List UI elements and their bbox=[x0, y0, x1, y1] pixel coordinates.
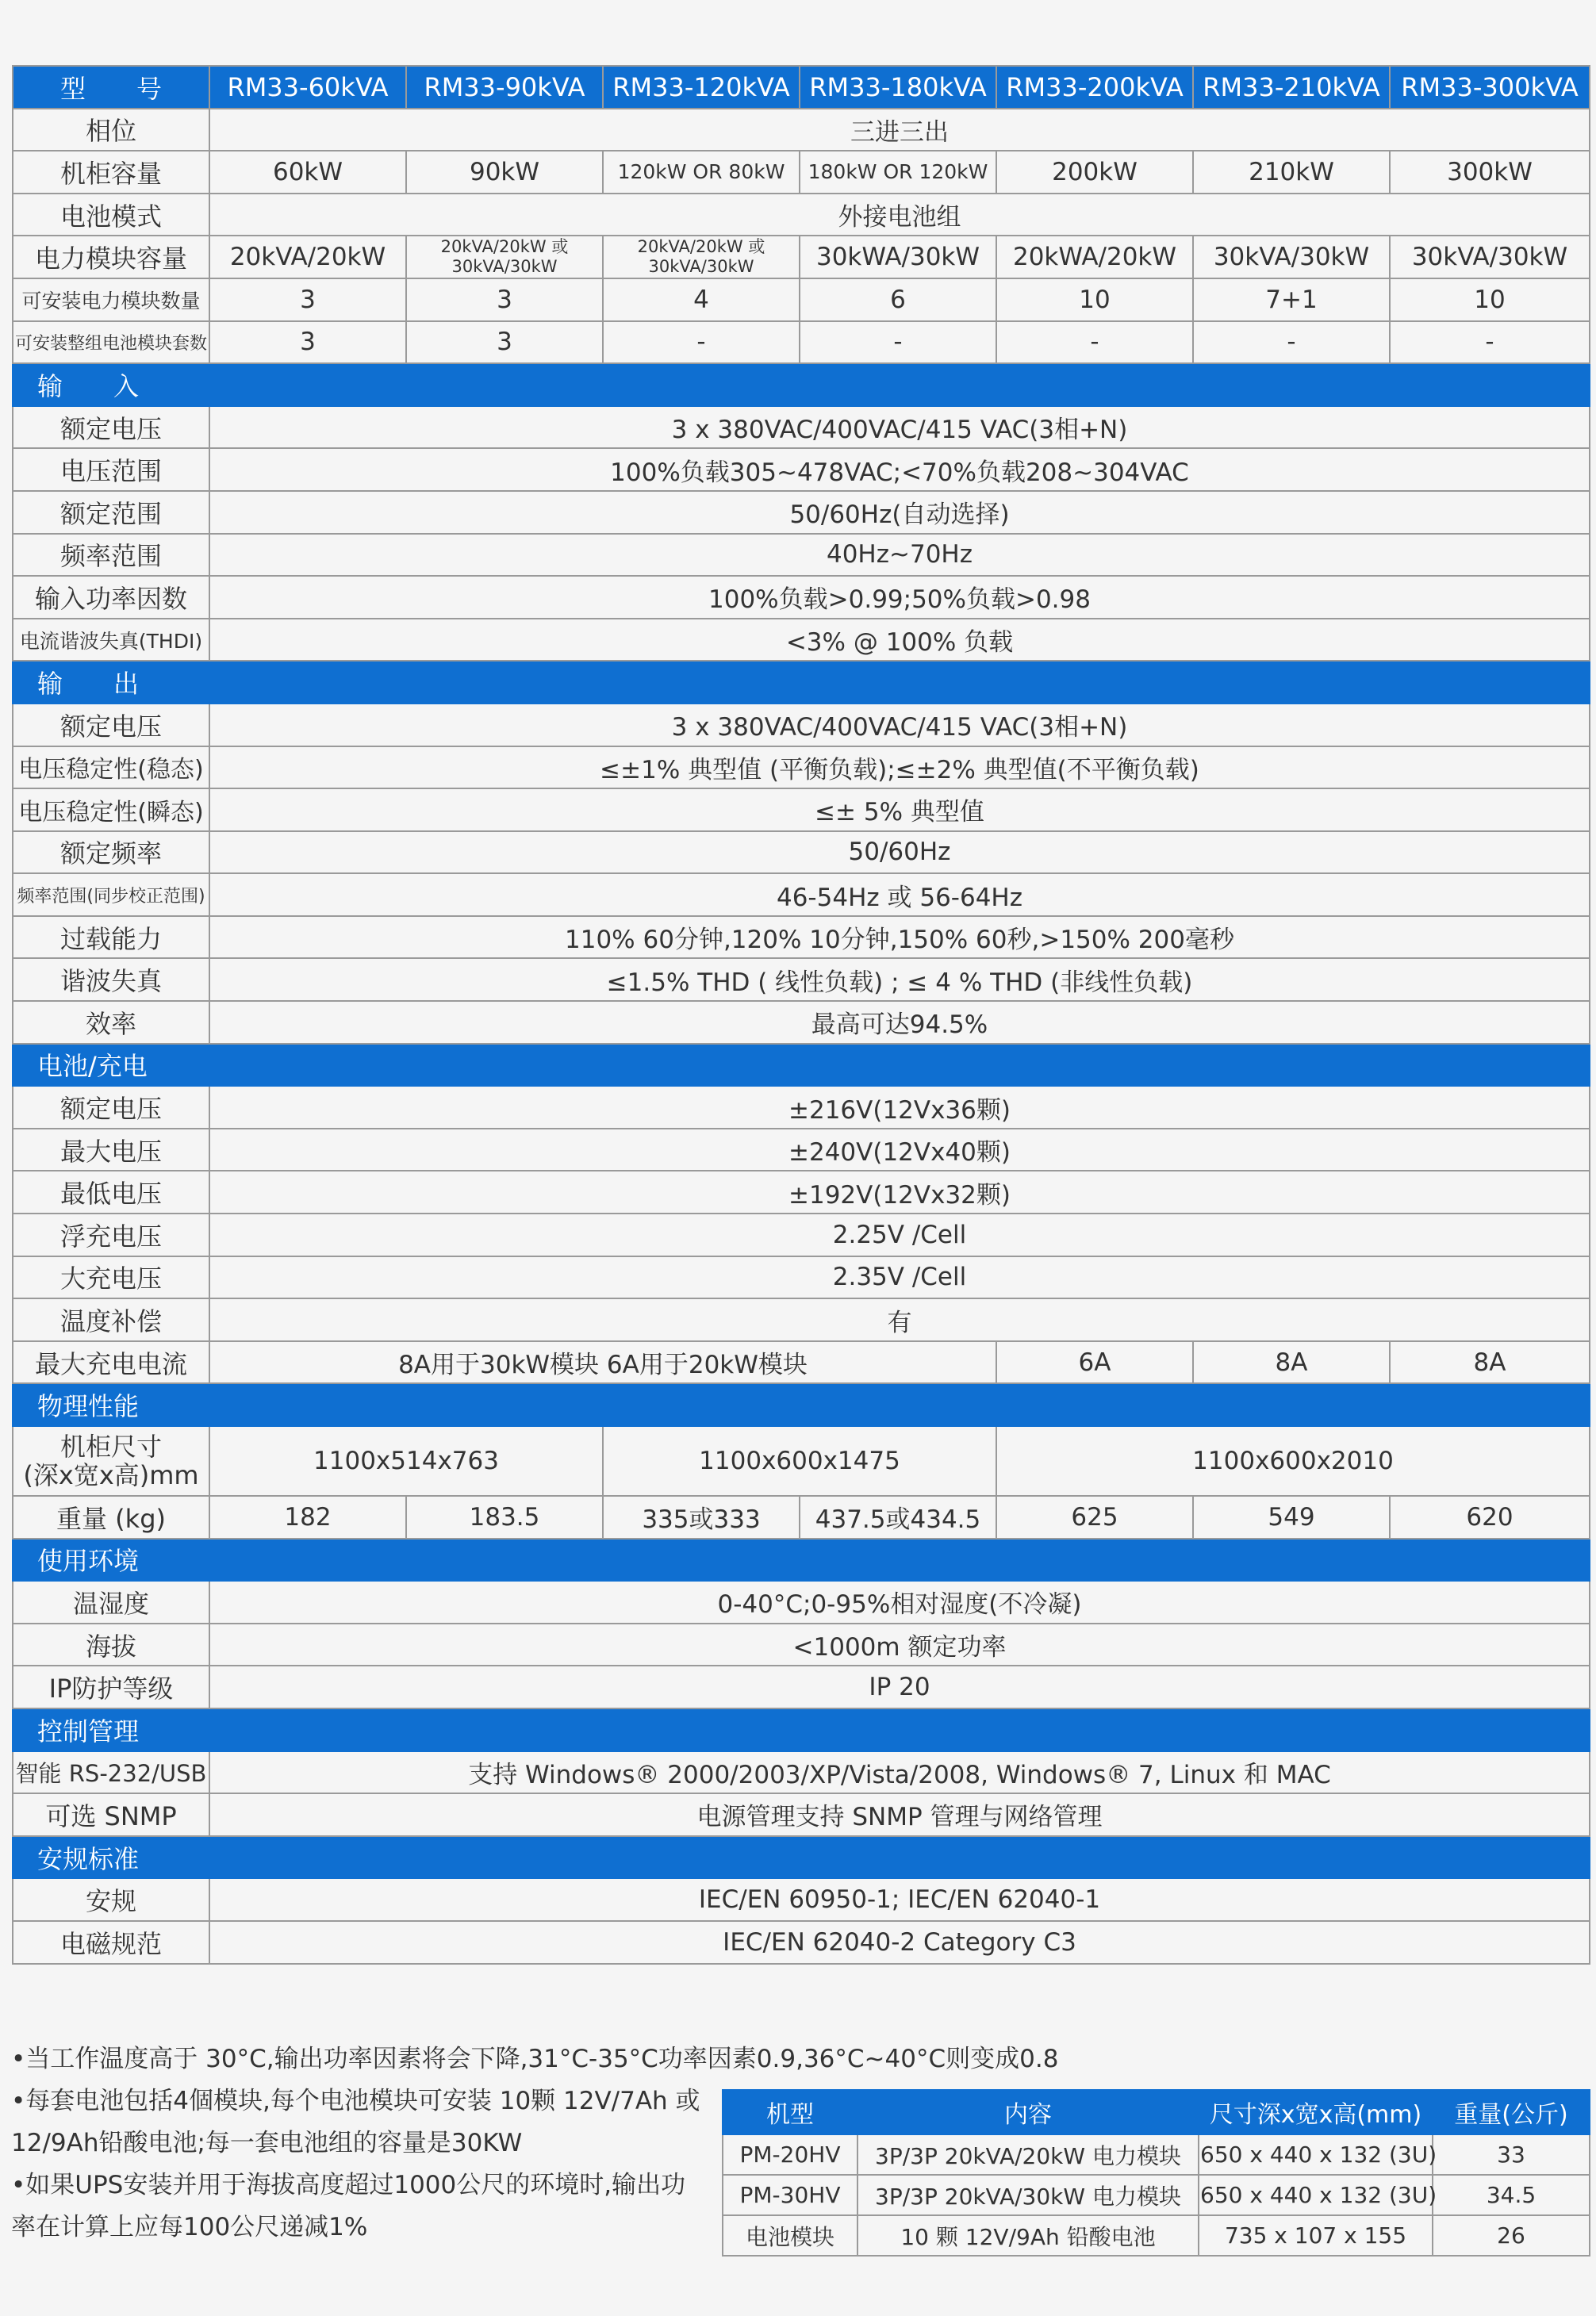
column-header: 机型 bbox=[723, 2090, 857, 2134]
row-value: IP 20 bbox=[209, 1666, 1590, 1708]
cell-value: 650 x 440 x 132 (3U) bbox=[1199, 2134, 1433, 2175]
row-label: 相位 bbox=[13, 109, 209, 151]
cell-value: 1100x600x1475 bbox=[603, 1426, 996, 1496]
section-title: 输 出 bbox=[13, 661, 1590, 704]
model-name: RM33-90kVA bbox=[406, 66, 603, 109]
row-label: 输入功率因数 bbox=[13, 576, 209, 619]
row-value: 有 bbox=[209, 1298, 1590, 1341]
row-label: IP防护等级 bbox=[13, 1666, 209, 1708]
cell-value: 34.5 bbox=[1433, 2175, 1590, 2215]
cell-value: - bbox=[996, 321, 1193, 364]
table-row bbox=[13, 1256, 1590, 1299]
row-label: 电压稳定性(瞬态) bbox=[13, 788, 209, 831]
row-value: 50/60Hz bbox=[209, 831, 1590, 874]
cell-value: 437.5或434.5 bbox=[800, 1496, 996, 1539]
model-name: RM33-210kVA bbox=[1193, 66, 1390, 109]
row-value: 支持 Windows® 2000/2003/XP/Vista/2008, Windows® 7, Linux 和 MAC bbox=[209, 1751, 1590, 1794]
row-value: ≤± 5% 典型值 bbox=[209, 788, 1590, 831]
table-row bbox=[13, 278, 1590, 321]
cell-value: 3 bbox=[406, 321, 603, 364]
section-header-battery bbox=[13, 1044, 1590, 1087]
model-name: RM33-60kVA bbox=[209, 66, 406, 109]
row-label: 电压稳定性(稳态) bbox=[13, 746, 209, 789]
column-header: 重量(公斤) bbox=[1433, 2090, 1590, 2134]
table-row bbox=[13, 1793, 1590, 1836]
table-row bbox=[13, 321, 1590, 364]
cell-value: 620 bbox=[1390, 1496, 1590, 1539]
table-row bbox=[13, 1624, 1590, 1666]
row-label: 额定频率 bbox=[13, 831, 209, 874]
cell-value: 650 x 440 x 132 (3U) bbox=[1199, 2175, 1433, 2215]
table-row bbox=[13, 109, 1590, 151]
table-row bbox=[13, 704, 1590, 746]
table-row bbox=[13, 1496, 1590, 1539]
cell-value: 10 bbox=[1390, 278, 1590, 321]
cell-value: 8A bbox=[1390, 1341, 1590, 1384]
row-value: 110% 60分钟,120% 10分钟,150% 60秒,>150% 200毫秒 bbox=[209, 916, 1590, 959]
table-row bbox=[13, 746, 1590, 789]
table-row bbox=[13, 1666, 1590, 1708]
cell-value: 20kVA/20kW bbox=[209, 236, 406, 278]
table-row bbox=[13, 958, 1590, 1001]
cell-value: 6A bbox=[996, 1341, 1193, 1384]
row-value: 外接电池组 bbox=[209, 194, 1590, 236]
model-name: RM33-180kVA bbox=[800, 66, 996, 109]
section-header-safety bbox=[13, 1836, 1590, 1879]
table-row bbox=[13, 1129, 1590, 1171]
cell-value: 335或333 bbox=[603, 1496, 800, 1539]
row-label: 机柜容量 bbox=[13, 151, 209, 194]
cell-value: PM-30HV bbox=[723, 2175, 857, 2215]
table-row bbox=[13, 1214, 1590, 1256]
section-title: 电池/充电 bbox=[13, 1044, 1590, 1087]
row-label: 重量 (kg) bbox=[13, 1496, 209, 1539]
footnote: •如果UPS安装并用于海拔高度超过1000公尺的环境时,输出功率在计算上应每100公尺递减1% bbox=[11, 2171, 686, 2241]
cell-value: 3 bbox=[209, 278, 406, 321]
row-value: 100%负载305~478VAC;<70%负载208~304VAC bbox=[209, 448, 1590, 491]
row-value: 50/60Hz(自动选择) bbox=[209, 491, 1590, 534]
cell-value: 电池模块 bbox=[723, 2215, 857, 2256]
table-row bbox=[723, 2134, 1590, 2175]
cell-value: 182 bbox=[209, 1496, 406, 1539]
cell-value: 3 bbox=[406, 278, 603, 321]
cell-value: PM-20HV bbox=[723, 2134, 857, 2175]
table-row bbox=[13, 576, 1590, 619]
row-value: ≤±1% 典型值 (平衡负载);≤±2% 典型值(不平衡负载) bbox=[209, 746, 1590, 789]
table-row bbox=[13, 1298, 1590, 1341]
cell-value: 7+1 bbox=[1193, 278, 1390, 321]
cell-value: 3P/3P 20kVA/30kW 电力模块 bbox=[857, 2175, 1199, 2215]
section-title: 安规标准 bbox=[13, 1836, 1590, 1879]
row-label: 智能 RS-232/USB bbox=[13, 1751, 209, 1794]
table-row bbox=[13, 1341, 1590, 1384]
row-label: 额定电压 bbox=[13, 1086, 209, 1129]
row-label: 海拔 bbox=[13, 1624, 209, 1666]
table-row bbox=[13, 448, 1590, 491]
model-name: RM33-120kVA bbox=[603, 66, 800, 109]
cell-value: 549 bbox=[1193, 1496, 1390, 1539]
cell-value: 30kVA/30kW bbox=[1193, 236, 1390, 278]
model-label: 型 号 bbox=[13, 66, 209, 109]
row-value: ±216V(12Vx36颗) bbox=[209, 1086, 1590, 1129]
table-row bbox=[13, 1001, 1590, 1044]
cell-value: 30kWA/30kW bbox=[800, 236, 996, 278]
row-label: 电磁规范 bbox=[13, 1921, 209, 1964]
row-value: 电源管理支持 SNMP 管理与网络管理 bbox=[209, 1793, 1590, 1836]
row-label: 可安装整组电池模块套数 bbox=[13, 321, 209, 364]
spec-table bbox=[12, 65, 1590, 1965]
cell-value: 4 bbox=[603, 278, 800, 321]
row-value: 40Hz~70Hz bbox=[209, 534, 1590, 577]
row-label: 电压范围 bbox=[13, 448, 209, 491]
row-label: 最大电压 bbox=[13, 1129, 209, 1171]
cell-value: 90kW bbox=[406, 151, 603, 194]
cell-value: 210kW bbox=[1193, 151, 1390, 194]
row-value: IEC/EN 62040-2 Category C3 bbox=[209, 1921, 1590, 1964]
row-value: 2.25V /Cell bbox=[209, 1214, 1590, 1256]
table-row bbox=[13, 1426, 1590, 1496]
row-value: 3 x 380VAC/400VAC/415 VAC(3相+N) bbox=[209, 406, 1590, 449]
row-value: <1000m 额定功率 bbox=[209, 1624, 1590, 1666]
row-value: 100%负载>0.99;50%负载>0.98 bbox=[209, 576, 1590, 619]
section-header-physical bbox=[13, 1383, 1590, 1426]
row-value: ±192V(12Vx32颗) bbox=[209, 1171, 1590, 1214]
row-label-line: (深x宽x高)mm bbox=[23, 1460, 199, 1490]
cell-value: 1100x514x763 bbox=[209, 1426, 603, 1496]
section-title: 物理性能 bbox=[13, 1383, 1590, 1426]
cell-value: - bbox=[603, 321, 800, 364]
row-label: 可选 SNMP bbox=[13, 1793, 209, 1836]
table-row bbox=[13, 236, 1590, 278]
row-value: ≤1.5% THD ( 线性负载) ; ≤ 4 % THD (非线性负载) bbox=[209, 958, 1590, 1001]
row-label: 温湿度 bbox=[13, 1581, 209, 1624]
module-table bbox=[722, 2089, 1590, 2257]
section-title: 使用环境 bbox=[13, 1539, 1590, 1582]
cell-value: - bbox=[1390, 321, 1590, 364]
row-label bbox=[13, 1426, 209, 1496]
row-value: ±240V(12Vx40颗) bbox=[209, 1129, 1590, 1171]
cell-value: 26 bbox=[1433, 2215, 1590, 2256]
table-row bbox=[13, 873, 1590, 916]
table-row bbox=[13, 619, 1590, 661]
cell-value: 6 bbox=[800, 278, 996, 321]
table-row bbox=[13, 1751, 1590, 1794]
row-value: 8A用于30kW模块 6A用于20kW模块 bbox=[209, 1341, 996, 1384]
cell-value: 20kVA/20kW 或 30kVA/30kW bbox=[406, 236, 603, 278]
cell-value: 20kWA/20kW bbox=[996, 236, 1193, 278]
cell-value: 3 bbox=[209, 321, 406, 364]
row-value: 3 x 380VAC/400VAC/415 VAC(3相+N) bbox=[209, 704, 1590, 746]
table-row bbox=[13, 151, 1590, 194]
table-row bbox=[13, 1581, 1590, 1624]
row-label: 安规 bbox=[13, 1878, 209, 1921]
row-value: 三进三出 bbox=[209, 109, 1590, 151]
table-row bbox=[13, 831, 1590, 874]
footnote: •每套电池包括4個模块,每个电池模块可安装 10颗 12V/7Ah 或 12/9Ah铅酸电池;每一套电池组的容量是30KW bbox=[11, 2087, 700, 2157]
row-label: 最低电压 bbox=[13, 1171, 209, 1214]
table-row bbox=[13, 1878, 1590, 1921]
cell-value: 8A bbox=[1193, 1341, 1390, 1384]
cell-value: 300kW bbox=[1390, 151, 1590, 194]
cell-value: - bbox=[800, 321, 996, 364]
row-label: 额定电压 bbox=[13, 406, 209, 449]
row-value: <3% @ 100% 负载 bbox=[209, 619, 1590, 661]
row-label: 温度补偿 bbox=[13, 1298, 209, 1341]
table-row bbox=[13, 1171, 1590, 1214]
cell-value: 3P/3P 20kVA/20kW 电力模块 bbox=[857, 2134, 1199, 2175]
footnote: •当工作温度高于 30°C,输出功率因素将会下降,31°C-35°C功率因素0.9,36°C~40°C则变成0.8 bbox=[11, 2045, 1059, 2073]
cell-value: 20kVA/20kW 或 30kVA/30kW bbox=[603, 236, 800, 278]
model-header-row bbox=[13, 66, 1590, 109]
cell-value: 1100x600x2010 bbox=[996, 1426, 1590, 1496]
table-row bbox=[13, 916, 1590, 959]
section-header-environment bbox=[13, 1539, 1590, 1582]
cell-value: - bbox=[1193, 321, 1390, 364]
row-label: 效率 bbox=[13, 1001, 209, 1044]
row-label: 电流谐波失真(THDI) bbox=[13, 619, 209, 661]
cell-value: 120kW OR 80kW bbox=[603, 151, 800, 194]
row-label: 谐波失真 bbox=[13, 958, 209, 1001]
column-header: 内容 bbox=[857, 2090, 1199, 2134]
row-label: 过载能力 bbox=[13, 916, 209, 959]
row-value: 0-40°C;0-95%相对湿度(不冷凝) bbox=[209, 1581, 1590, 1624]
table-row bbox=[13, 1921, 1590, 1964]
table-row bbox=[13, 406, 1590, 449]
module-table-header bbox=[723, 2090, 1590, 2134]
cell-value: 33 bbox=[1433, 2134, 1590, 2175]
section-title: 输 入 bbox=[13, 363, 1590, 406]
row-label: 最大充电电流 bbox=[13, 1341, 209, 1384]
table-row bbox=[13, 491, 1590, 534]
table-row bbox=[13, 1086, 1590, 1129]
table-row bbox=[723, 2215, 1590, 2256]
cell-value: 60kW bbox=[209, 151, 406, 194]
row-label: 额定电压 bbox=[13, 704, 209, 746]
cell-value: 30kVA/30kW bbox=[1390, 236, 1590, 278]
row-label: 大充电压 bbox=[13, 1256, 209, 1299]
row-value: IEC/EN 60950-1; IEC/EN 62040-1 bbox=[209, 1878, 1590, 1921]
row-label: 频率范围(同步校正范围) bbox=[13, 873, 209, 916]
row-label: 频率范围 bbox=[13, 534, 209, 577]
row-label: 浮充电压 bbox=[13, 1214, 209, 1256]
cell-value: 10 颗 12V/9Ah 铅酸电池 bbox=[857, 2215, 1199, 2256]
cell-value: 200kW bbox=[996, 151, 1193, 194]
row-label: 额定范围 bbox=[13, 491, 209, 534]
row-value: 最高可达94.5% bbox=[209, 1001, 1590, 1044]
table-row bbox=[723, 2175, 1590, 2215]
row-value: 46-54Hz 或 56-64Hz bbox=[209, 873, 1590, 916]
cell-value: 183.5 bbox=[406, 1496, 603, 1539]
table-row bbox=[13, 534, 1590, 577]
section-title: 控制管理 bbox=[13, 1708, 1590, 1751]
row-label: 电池模式 bbox=[13, 194, 209, 236]
section-header-output bbox=[13, 661, 1590, 704]
cell-value: 735 x 107 x 155 bbox=[1199, 2215, 1433, 2256]
cell-value: 180kW OR 120kW bbox=[800, 151, 996, 194]
cell-value: 10 bbox=[996, 278, 1193, 321]
column-header: 尺寸深x宽x高(mm) bbox=[1199, 2090, 1433, 2134]
table-row bbox=[13, 788, 1590, 831]
model-name: RM33-300kVA bbox=[1390, 66, 1590, 109]
row-label: 可安装电力模块数量 bbox=[13, 278, 209, 321]
model-name: RM33-200kVA bbox=[996, 66, 1193, 109]
section-header-input bbox=[13, 363, 1590, 406]
table-row bbox=[13, 194, 1590, 236]
cell-value: 625 bbox=[996, 1496, 1193, 1539]
row-value: 2.35V /Cell bbox=[209, 1256, 1590, 1299]
row-label: 电力模块容量 bbox=[13, 236, 209, 278]
row-label-line: 机柜尺寸 bbox=[59, 1432, 162, 1462]
section-header-control bbox=[13, 1708, 1590, 1751]
